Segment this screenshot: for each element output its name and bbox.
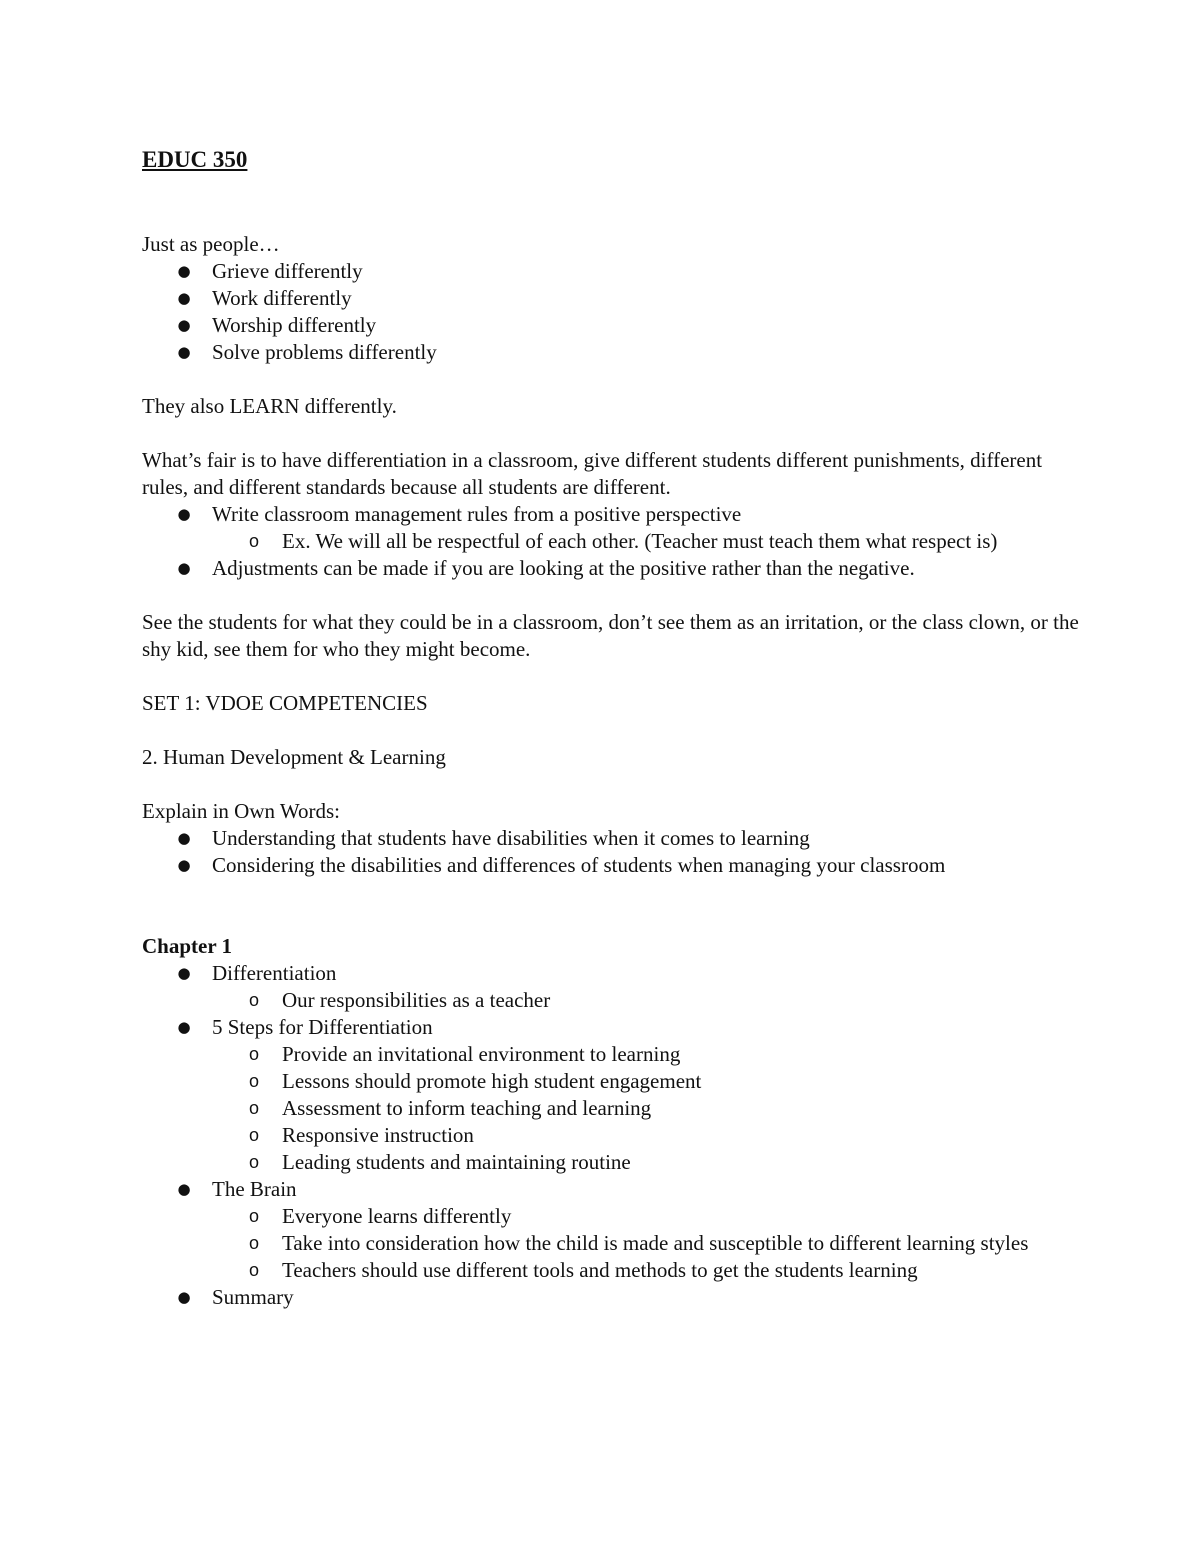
list-item: o Provide an invitational environment to learning bbox=[212, 1041, 1082, 1068]
list-item: o Take into consideration how the child is made and susceptible to different learning styles bbox=[212, 1230, 1082, 1257]
fair-sublist bbox=[212, 528, 1082, 555]
circle-bullet-icon: o bbox=[248, 1125, 259, 1145]
list-item: o Teachers should use different tools and methods to get the students learning bbox=[212, 1257, 1082, 1284]
list-item: o Ex. We will all be respectful of each other. (Teacher must teach them what respect is) bbox=[212, 528, 1082, 555]
list-item: o Lessons should promote high student engagement bbox=[212, 1068, 1082, 1095]
fair-paragraph: What’s fair is to have differentiation in a classroom, give different students different punishments, different rules, and different standards because all students are different. bbox=[142, 448, 1043, 499]
human-development-heading: 2. Human Development & Learning bbox=[142, 745, 446, 769]
document-title: EDUC 350 bbox=[142, 147, 248, 172]
intro-lead: Just as people… bbox=[142, 232, 280, 256]
list-item: ● Work differently bbox=[142, 285, 1082, 312]
list-item: o Our responsibilities as a teacher bbox=[212, 987, 1082, 1014]
list-item: ● Differentiation o Our responsibilities as a teacher bbox=[142, 960, 1082, 1014]
circle-bullet-icon: o bbox=[248, 1044, 259, 1064]
sub-list bbox=[212, 987, 1082, 1014]
learn-line: They also LEARN differently. bbox=[142, 394, 397, 418]
bullet-icon: ● bbox=[177, 262, 191, 280]
list-item: o Responsive instruction bbox=[212, 1122, 1082, 1149]
bullet-icon: ● bbox=[177, 505, 191, 523]
list-item: ● Write classroom management rules from a positive perspective bbox=[142, 501, 1082, 528]
list-item: ● Considering the disabilities and differences of students when managing your classroom bbox=[142, 852, 1082, 879]
bullet-icon: ● bbox=[177, 1018, 191, 1036]
circle-bullet-icon: o bbox=[248, 1206, 259, 1226]
sub-list bbox=[212, 1203, 1082, 1284]
bullet-icon: ● bbox=[177, 316, 191, 334]
set-heading: SET 1: VDOE COMPETENCIES bbox=[142, 691, 428, 715]
fair-list bbox=[142, 501, 1082, 528]
bullet-icon: ● bbox=[177, 964, 191, 982]
circle-bullet-icon: o bbox=[248, 1260, 259, 1280]
list-item: ● Grieve differently bbox=[142, 258, 1082, 285]
fair-list-continued bbox=[142, 555, 1082, 582]
chapter-heading: Chapter 1 bbox=[142, 934, 233, 958]
list-item: ● 5 Steps for Differentiation o Provide an invitational environment to learning o Lessons should promote high student engagement o Assessment to inform teaching and learning o Responsive instruction o Leading students and maintaining routine bbox=[142, 1014, 1082, 1176]
bullet-icon: ● bbox=[177, 1180, 191, 1198]
list-item: ● Adjustments can be made if you are looking at the positive rather than the negative. bbox=[142, 555, 1082, 582]
list-item: o Leading students and maintaining routine bbox=[212, 1149, 1082, 1176]
explain-list bbox=[142, 825, 1082, 879]
bullet-icon: ● bbox=[177, 289, 191, 307]
circle-bullet-icon: o bbox=[248, 990, 259, 1010]
intro-list bbox=[142, 258, 1082, 366]
see-paragraph: See the students for what they could be in a classroom, don’t see them as an irritation, or the class clown, or the shy kid, see them for who they might become. bbox=[142, 610, 1079, 661]
list-item: ● Summary bbox=[142, 1284, 1082, 1311]
circle-bullet-icon: o bbox=[248, 1233, 259, 1253]
bullet-icon: ● bbox=[177, 829, 191, 847]
bullet-icon: ● bbox=[177, 343, 191, 361]
list-item: o Assessment to inform teaching and learning bbox=[212, 1095, 1082, 1122]
list-item: ● Worship differently bbox=[142, 312, 1082, 339]
document-page bbox=[142, 146, 1082, 1311]
explain-lead: Explain in Own Words: bbox=[142, 799, 340, 823]
list-item: o Everyone learns differently bbox=[212, 1203, 1082, 1230]
circle-bullet-icon: o bbox=[248, 1098, 259, 1118]
sub-list bbox=[212, 1041, 1082, 1176]
bullet-icon: ● bbox=[177, 559, 191, 577]
chapter-list bbox=[142, 960, 1082, 1311]
list-item: ● Understanding that students have disabilities when it comes to learning bbox=[142, 825, 1082, 852]
list-item: ● The Brain o Everyone learns differently o Take into consideration how the child is made and susceptible to different learning styles o Teachers should use different tools and methods to get the students learning bbox=[142, 1176, 1082, 1284]
circle-bullet-icon: o bbox=[248, 1071, 259, 1091]
circle-bullet-icon: o bbox=[248, 1152, 259, 1172]
list-item: ● Solve problems differently bbox=[142, 339, 1082, 366]
circle-bullet-icon: o bbox=[248, 531, 259, 551]
bullet-icon: ● bbox=[177, 856, 191, 874]
bullet-icon: ● bbox=[177, 1288, 191, 1306]
